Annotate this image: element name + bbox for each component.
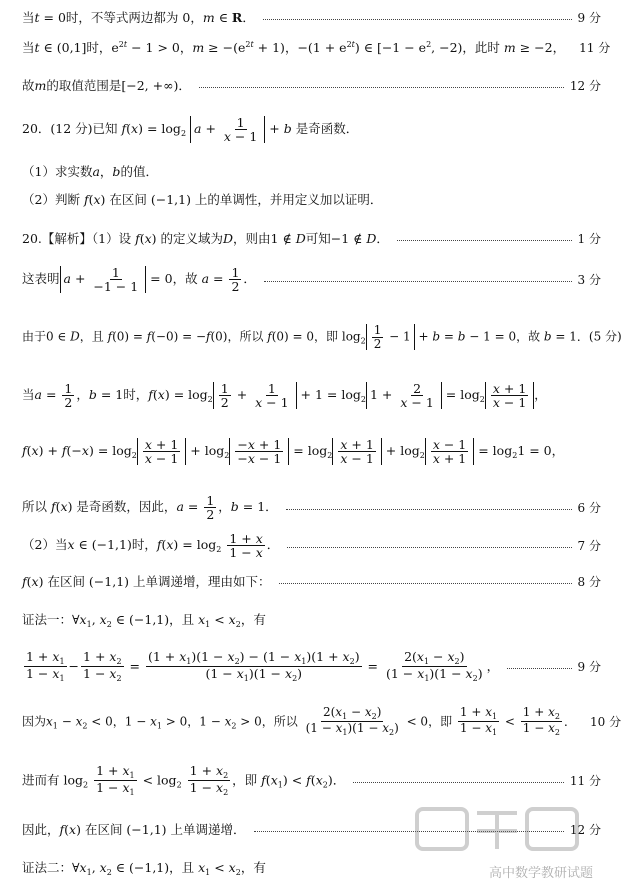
solution-step-2: 这表明 a + $\frac{1}{-1 - 1}$ = 0，故 a = $\frac{1}{2}$ ． 3 分 bbox=[22, 265, 601, 295]
problem-20-statement: 20．(12 分)已知 $f(x) = \log_2 a$ + $\frac{1}{x - 1}$ + b 是奇函数． bbox=[22, 115, 359, 145]
solution-step-7: （2）当x ∈ (−1,1)时，$f(x) = \log_2$ $\frac{1 + x}{1 - x}$ ． 7 分 bbox=[22, 531, 601, 561]
problem-part-2: （2）判断 f(x) 在区间 (−1,1) 上的单调性，并用定义加以证明． bbox=[22, 192, 383, 207]
score-label: 3 分 bbox=[577, 273, 601, 288]
score-label: 11 分 bbox=[569, 774, 601, 789]
score-label: 8 分 bbox=[577, 574, 601, 589]
proof-method-1: 证法一：$\forall x_1$, $x_2$ ∈ (−1,1)，且 $x_1 < x_2$，有 bbox=[22, 612, 266, 629]
solution-step-8: f(x) 在区间 (−1,1) 上单调递增，理由如下： 8 分 bbox=[22, 574, 601, 589]
proof-step-3: 进而有 $\log_2$ $\frac{1 + x_1}{1 - x_1}$ < $\log_2$ $\frac{1 + x_2}{1 - x_2}$ ，即 $f(x_1) < f(x_2)$． 11 分 bbox=[22, 763, 601, 798]
score-label: 9 分 bbox=[577, 660, 601, 675]
solution-step-3: 由于0 ∈ D，且 f(0) = f(−0) = −f(0)，所以 f(0) = 0，即 $\log_2$ $\frac{1}{2}$ − 1 + b = b − 1 = 0，故 b = 1．(5 分) bbox=[22, 323, 622, 351]
score-label: 1 分 bbox=[577, 231, 601, 246]
watermark-text: 高中数学教研试题 bbox=[488, 866, 593, 881]
score-label: 9 分 bbox=[577, 10, 601, 25]
proof-method-2: 证法二：$\forall x_1$, $x_2$ ∈ (−1,1)，且 $x_1 < x_2$，有 bbox=[22, 860, 266, 877]
score-label: 7 分 bbox=[577, 539, 601, 554]
solution-step-4: 当a = $\frac{1}{2}$ ，b = 1时，$f(x) = \log_2$ $\frac{1}{2}$ + $\frac{1}{x - 1}$ + $1 = \log_2 1$ + $\frac{2}{x - 1}$ = $\log_2$ $\frac{x + 1}{x - 1}$ ， bbox=[22, 381, 547, 411]
score-label: 12 分 bbox=[569, 822, 601, 837]
score-label: 6 分 bbox=[577, 501, 601, 516]
solution-step-1: 20.【解析】（1）设 f(x) 的定义域为D，则由1 ∉ D可知−1 ∉ D． 1 分 bbox=[22, 231, 601, 246]
score-label: 10 分 bbox=[590, 715, 622, 730]
proof-step-4: 因此，f(x) 在区间 (−1,1) 上单调递增． 12 分 bbox=[22, 822, 601, 837]
solution-line-2: 当t ∈ (0,1]时，$e^{2t} - 1 > 0$，$m \ge -(e^{2t} + 1)$，$-(1 + e^{2t})$ ∈ [$-1 - e^2$, −2)，此时 m ≥ −2， 11 分 bbox=[22, 40, 611, 55]
proof-step-2: 因为$x_1 - x_2 < 0$，$1 - x_1 > 0$，$1 - x_2 > 0$，所以 $\frac{2(x_1 - x_2)}{(1 - x_1)(1 - x_2)}$ < 0，即 $\frac{1 + x_1}{1 - x_1}$ < $\frac{1 + x_2}{1 - x_2}$ ． 10 分 bbox=[22, 705, 622, 738]
proof-step-1: $\frac{1 + x_1}{1 - x_1}$ − $\frac{1 + x_2}{1 - x_2}$ = $\frac{(1 + x_1)(1 - x_2) - (1 - x_1)(1 + x_2)}{(1 - x_1)(1 - x_2)}$ = $\frac{2(x_1 - x_2)}{(1 - x_1)(1 - x_2)}$ ， 9 分 bbox=[26, 649, 601, 684]
solution-line-1: 当t = 0时，不等式两边都为 0，m ∈ R． 9 分 bbox=[22, 10, 601, 25]
solution-step-5: $f(x) + f(-x) = \log_2$ $\frac{x + 1}{x - 1}$ + $\log_2$ $\frac{-x + 1}{-x - 1}$ = $\log_2$ $\frac{x + 1}{x - 1}$ + $\log_2$ $\frac{x - 1}{x + 1}$ = $\log_21 = 0$， bbox=[22, 437, 565, 467]
score-label: 11 分 bbox=[579, 40, 611, 55]
solution-step-6: 所以 f(x) 是奇函数，因此，a = $\frac{1}{2}$ ，b = 1． 6 分 bbox=[22, 493, 601, 523]
solution-line-3: 故m的取值范围是[−2, +∞)． 12 分 bbox=[22, 78, 601, 93]
problem-part-1: （1）求实数a，b的值． bbox=[22, 164, 158, 179]
score-label: 12 分 bbox=[569, 78, 601, 93]
